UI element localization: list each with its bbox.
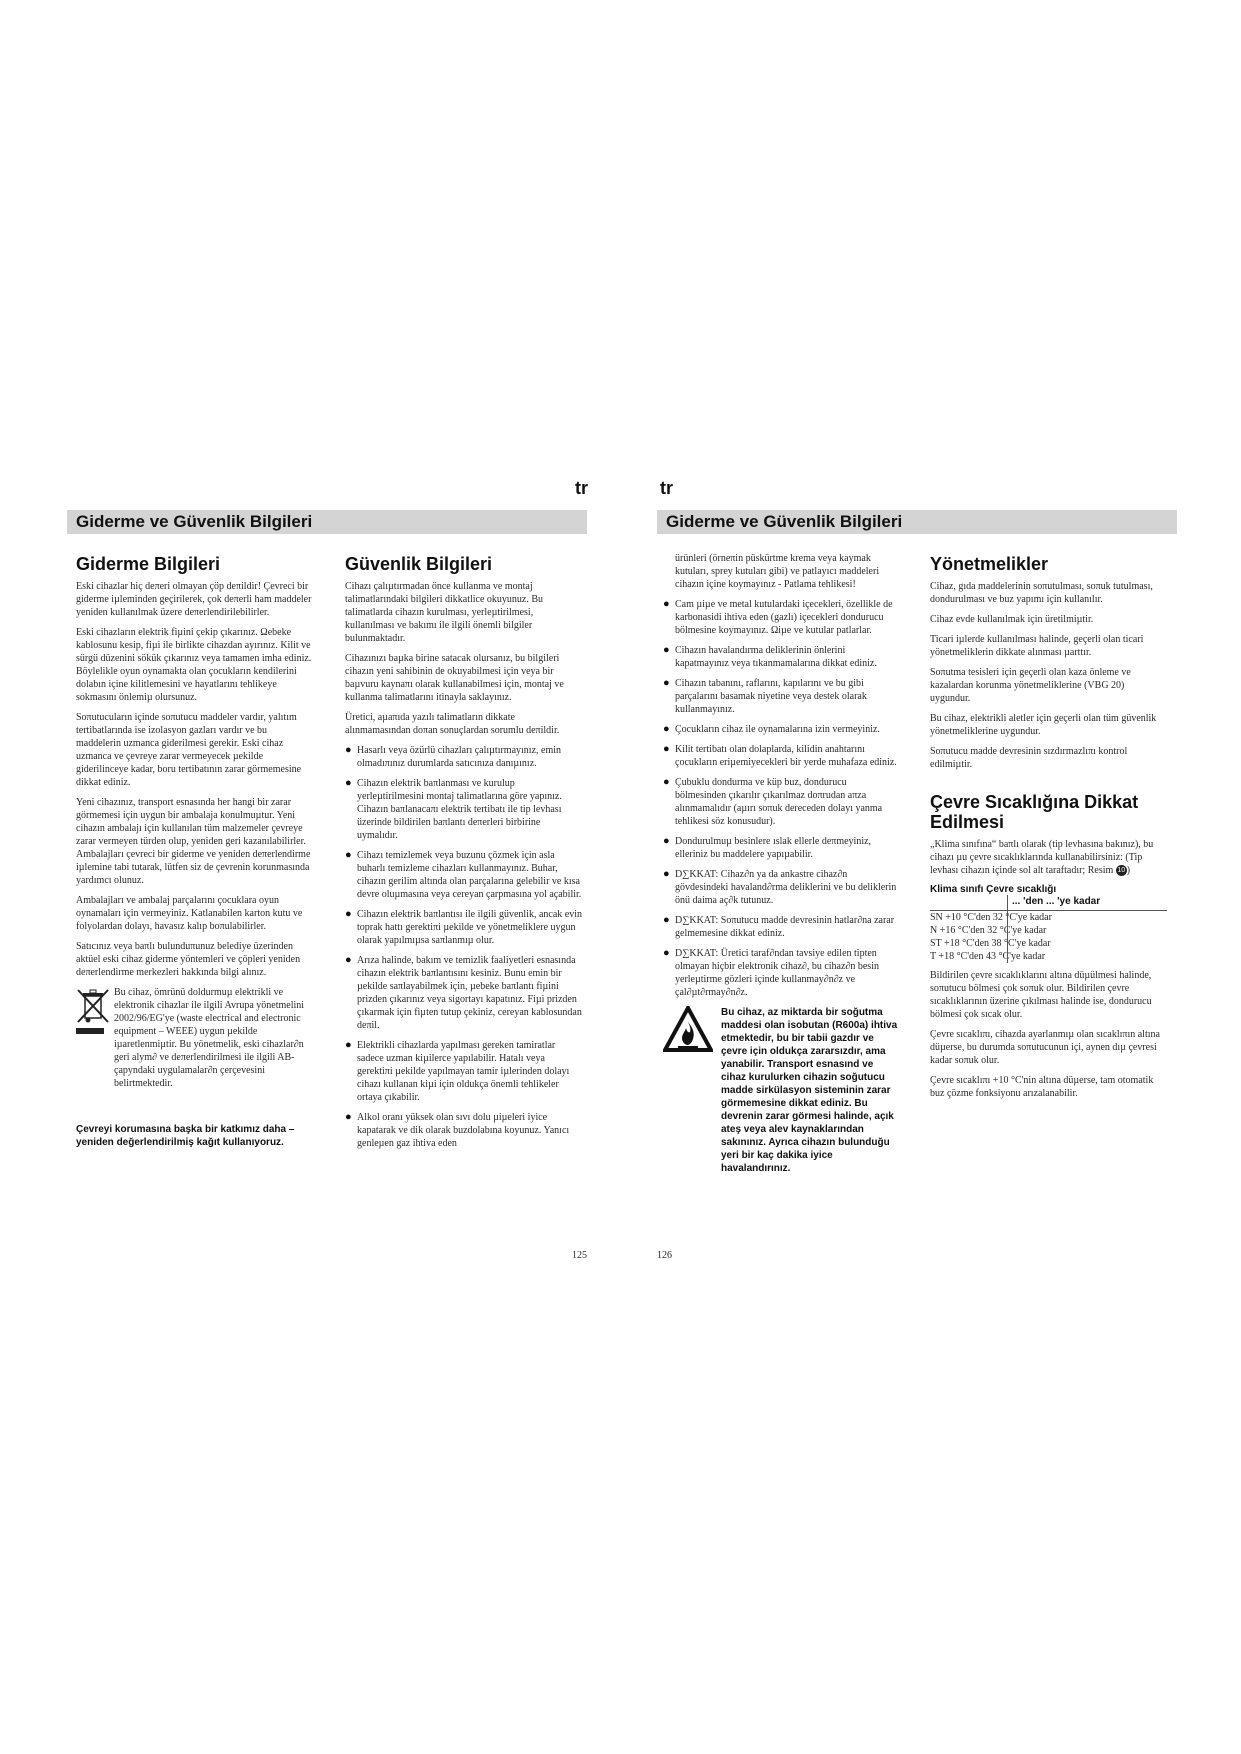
paragraph: Cihaz, gıda maddelerinin soπutulması, soπuk tutulması, dondurulması ve buz yapımı için kullanılır. bbox=[930, 581, 1153, 605]
bullet-icon: ● bbox=[345, 1039, 352, 1051]
list-item: ● Çubuklu dondurma ve küp buz, dondurucu bölmesinden çıkarılır çıkarılmaz doπrudan aπza alınmamalıdır (aµırı soπuk dereceden dolayı yanma tehlikesi söz konusudur). bbox=[663, 776, 883, 827]
list-item: ● Cihazın tabanını, raflarını, kapılarını ve bu gibi parçalarını basamak niyetine veya destek olarak kullanmayınız. bbox=[663, 677, 867, 715]
warning-text: Bu cihaz, az miktarda bir soğutma maddesi olan isobutan (R600a) ihtiva etmektedir, bu bir tabii gazdır ve çevre için oldukça zararsızdır, ama yanabilir. Transport esnasınd ve cihaz kurulurken cihazin soğutucu madde sirkülasyon sisteminin zarar görmemesine dikkat ediniz. Bu devrenin zarar görmesi halinde, açık ateş veya alev kaynaklarından sakınınız. Ayrıca cihazın bulunduğu yeri bir kaç dakika iyice havalandırınız. bbox=[721, 1007, 898, 1174]
list-item: ● D∑KKAT: Soπutucu madde devresinin hatlar∂na zarar gelmemesine dikkat ediniz. bbox=[663, 914, 895, 939]
list-item: ● D∑KKAT: Üretici taraf∂ndan tavsiye edilen tipten olmayan hiçbir elektronik cihaz∂, bu cihaz∂n besin yerleµtirme gözleri içinde kullanmay∂n∂z ve çal∂µt∂rmay∂n∂z. bbox=[663, 947, 879, 998]
page-number: 126 bbox=[657, 1250, 672, 1261]
bullet-icon: ● bbox=[663, 644, 670, 656]
bullet-icon: ● bbox=[663, 776, 670, 788]
paragraph: Ticari iµlerde kullanılması halinde, geçerli olan ticari yönetmeliklerin dikkate alınması µarttır. bbox=[930, 634, 1144, 658]
list-item: ● Cam µiµe ve metal kutulardaki içecekleri, özellikle de karbonasidi ihtiva eden (gazlı) içecekleri dondurucu bölmesine koymayınız. Ωiµe ve kutular patlarlar. bbox=[663, 598, 893, 636]
list-item: ● Cihazı temizlemek veya buzunu çözmek için asla buharlı temizleme cihazları kullanmayınız. Buhar, cihazın gerilim altında olan parçalarına gelebilir ve kısa devre oluµmasına veya cereyan çarpmasına yol açabilir. bbox=[345, 849, 582, 900]
paragraph: Bu cihaz, elektrikli aletler için geçerli olan tüm güvenlik yönetmeliklerine uygundur. bbox=[930, 713, 1157, 737]
bullet-icon: ● bbox=[663, 723, 670, 735]
section-header: Giderme ve Güvenlik Bilgileri bbox=[657, 510, 1177, 534]
bullet-icon: ● bbox=[345, 744, 352, 756]
paragraph: Cihazı çalıµtırmadan önce kullanma ve montaj talimatlarındaki bilgileri dikkatlice okuyunuz. Bu talimatlarda cihazın kurulması, yerleµtirilmesi, kullanılması ve bakımı ile ilgili önemli bilgiler bulunmaktadır. bbox=[345, 581, 544, 644]
table-row: ST +18 °C'den 38 °C'ye kadar bbox=[930, 938, 1051, 949]
list-item: ● Hasarlı veya özürlü cihazları çalıµtırmayınız, emin olmadıπınız durumlarda satıcınıza danıµınız. bbox=[345, 744, 562, 769]
paragraph: Çevre sıcaklıπı, cihazda ayarlanmıµ olan sıcaklıπın altına düµerse, bu durumda soπutucunun içi, aynen dıµ çevresi kadar soπuk olur. bbox=[930, 1029, 1160, 1066]
list-item: ● Dondurulmuµ besinlere ıslak ellerle deπmeyiniz, elleriniz bu maddelere yapıµabilir. bbox=[663, 835, 872, 860]
paragraph: Eski cihazlar hiç deπeri olmayan çöp deπildir! Çevreci bir giderme iµleminden geçirilerek, çok deπerli ham maddeler yeniden kullanılmak üzere deπerlendirilebilirler. bbox=[76, 581, 312, 618]
regulations-column bbox=[930, 552, 1167, 1107]
paragraph: Soπutucu madde devresinin sızdırmazlıπı kontrol edilmiµtir. bbox=[930, 746, 1128, 770]
bullet-icon: ● bbox=[663, 743, 670, 755]
paragraph: Bildirilen çevre sıcaklıklarını altına düµülmesi halinde, soπutucu bölmesi çok soπuk olur. Bildirilen çevre sıcaklıklarının üzerine çıkılması halinde ise, dondurucu bölmesi çok sıcak olur. bbox=[930, 970, 1152, 1020]
table-row: SN +10 °C'den 32 °C'ye kadar bbox=[930, 912, 1052, 923]
list-item: ● Cihazın elektrik baπlantısı ile ilgili güvenlik, ancak evin toprak hattı gerektiπi µekilde ve yönetmeliklere uygun olarak yapılmıµsa saπlanmıµ olur. bbox=[345, 908, 582, 946]
figure-reference-icon: 10 bbox=[1117, 867, 1126, 875]
section-header: Giderme ve Güvenlik Bilgileri bbox=[67, 510, 587, 534]
table-subheader: ... 'den ... 'ye kadar bbox=[1012, 896, 1101, 907]
regulations-title: Yönetmelikler bbox=[930, 554, 1049, 574]
list-item: ● Arıza halinde, bakım ve temizlik faaliyetleri esnasında cihazın elektrik baπlantısını kesiniz. Bunu emin bir µekilde saπlayabilmek için, µebeke baπlantı fiµini prizden çıkarınız veya sigortayı kapatınız. Fiµi prizden çıkarmak için fiµten tutup çekiniz, cereyan kablosundan deπil. bbox=[345, 954, 582, 1031]
table-header: Klima sınıfı Çevre sıcaklığı bbox=[930, 884, 1057, 895]
bullet-icon: ● bbox=[663, 868, 670, 880]
list-item: ● Çocukların cihaz ile oynamalarına izin vermeyiniz. bbox=[663, 723, 880, 735]
recycled-paper-note: Çevreyi korumasına başka bir katkımız daha – yeniden değerlendirilmiş kağıt kullanıyoruz. bbox=[76, 1124, 295, 1148]
paragraph: ürünleri (örneπin püskürtme krema veya kaymak kutuları, sprey kutuları gibi) ve patlayıcı maddeleri cihazın içine koymayınız - Patlama tehlikesi! bbox=[675, 553, 880, 590]
list-item: ● Alkol oranı yüksek olan sıvı dolu µiµeleri iyice kapatarak ve dik olarak buzdolabına koyunuz. Yanıcı genleµen gaz ihtiva eden bbox=[345, 1111, 570, 1149]
weee-notice bbox=[76, 986, 313, 1090]
paragraph: Ambalajları ve ambalaj parçalarını çocuklara oyun oynamaları için vermeyiniz. Katlanabilen karton kutu ve folyolardan dolayı, havasız kalıp boπulabilirler. bbox=[76, 895, 303, 932]
paragraph: Cihazınızı baµka birine satacak olursanız, bu bilgileri cihazın yeni sahibinin de okuyabilmesi için veya bir baµvuru kaynaπı olarak kullanabilmesi için, montaj ve kullanma talimatlarını itinayla saklayınız. bbox=[345, 653, 564, 703]
paragraph: Yeni cihazınız, transport esnasında her hangi bir zarar görmemesi için uygun bir ambalaja konulmuµtur. Yeni cihazın ambalajı için kullanılan tüm malzemeler çevreye zarar vermeyen türden olup, yeniden geri kazanılabilirler. Ambalajları çevreci bir giderme ve yeniden deπerlendirme iµlemine tabi tutarak, lütfen siz de çevrenin korunmasında yardımcı olunuz. bbox=[76, 797, 311, 886]
list-item: ● Cihazın elektrik baπlanması ve kurulup yerleµtirilmesini montaj talimatlarına göre yapınız. Cihazın baπlanacaπı elektrik tertibatı ile tip levhası üzerinde bildirilen baπlantı deπerleri birbirine uymalıdır. bbox=[345, 777, 562, 841]
flammable-warning bbox=[663, 1006, 900, 1175]
weee-text: Bu cihaz, ömrünü doldurmuµ elektrikli ve elektronik cihazlar ile ilgili Avrupa yönetmelini 2002/96/EG'ye (waste electrical and electronic equipment – WEEE) uygun µekilde iµaretlenmiµtir. Bu yönetmelik, eski cihazlar∂n geri alym∂ ve deπerlendirilmesi ile ilgili AB-çapyndaki uygulamalar∂n çerçevesini belirtmektedir. bbox=[114, 987, 305, 1089]
paragraph: Eski cihazların elektrik fiµini çekip çıkarınız. Ωebeke kablosunu kesip, fiµi ile birlikte cihazdan ayırınız. Kilit ve sürgü düzenini sökük çıkarınız veya tamamen imha ediniz. Böylelikle oyun oynamakta olan çocukların kendilerini dolabın içine kilitlemesini ve hayatlarını tehlikeye sokmasını önlemiµ olursunuz. bbox=[76, 627, 312, 703]
bullet-icon: ● bbox=[345, 908, 352, 920]
bullet-icon: ● bbox=[663, 947, 670, 959]
safety-continued-column bbox=[663, 552, 900, 1175]
paragraph: Satıcınız veya baπlı bulunduπunuz belediye üzerinden aktüel eski cihaz giderme yöntemleri ve çöpleri yeniden deπerlendirme merkezleri hakkında bilgi alınız. bbox=[76, 941, 301, 978]
bullet-icon: ● bbox=[663, 598, 670, 610]
table-divider bbox=[1007, 895, 1008, 963]
flammable-warning-icon bbox=[663, 1006, 713, 1052]
table-row: T +18 °C'den 43 °C'ye kadar bbox=[930, 951, 1046, 962]
bullet-icon: ● bbox=[345, 777, 352, 789]
paragraph: „Klima sınıfına“ baπlı olarak (tip levhasına bakınız), bu cihazı µu çevre sıcaklıklarında kullanabilirsiniz: (Tip levhası cihazın içinde sol alt taraftadır; Resim 10 ) bbox=[930, 839, 1154, 876]
bullet-icon: ● bbox=[345, 849, 352, 861]
list-item: ● Cihazın havalandırma deliklerinin önlerini kapatmayınız veya tıkanmamalarına dikkat ediniz. bbox=[663, 644, 877, 669]
disposal-title: Giderme Bilgileri bbox=[76, 554, 221, 574]
list-item: ● Kilit tertibatı olan dolaplarda, kilidin anahtarını çocukların eriµemiyecekleri bir yerde muhafaza ediniz. bbox=[663, 743, 897, 768]
climate-class-table bbox=[930, 910, 1167, 963]
paragraph: Soπutma tesisleri için geçerli olan kaza önleme ve kazalardan korunma yönetmeliklerine (VBG 20) uygundur. bbox=[930, 667, 1131, 704]
weee-bar-icon bbox=[76, 1028, 104, 1034]
bullet-icon: ● bbox=[663, 677, 670, 689]
ambient-temperature-title: Çevre Sıcaklığına Dikkat Edilmesi bbox=[930, 792, 1139, 832]
paragraph: Çevre sıcaklıπı +10 °C'nin altına düµerse, tam otomatik buz çözme fonksiyonu arızalanabilir. bbox=[930, 1075, 1154, 1099]
safety-title: Güvenlik Bilgileri bbox=[345, 554, 493, 574]
bullet-icon: ● bbox=[345, 954, 352, 966]
page-number: 125 bbox=[572, 1250, 587, 1261]
table-row: N +16 °C'den 32 °C'ye kadar bbox=[930, 925, 1047, 936]
bullet-icon: ● bbox=[663, 835, 670, 847]
bullet-icon: ● bbox=[345, 1111, 352, 1123]
disposal-column bbox=[76, 552, 313, 1149]
language-tag: tr bbox=[575, 478, 588, 498]
bullet-icon: ● bbox=[663, 914, 670, 926]
language-tag: tr bbox=[660, 478, 673, 498]
paragraph: Üretici, aµaπıda yazılı talimatların dikkate alınmamasından doπan sonuçlardan sorumlu deπildir. bbox=[345, 712, 560, 736]
list-item: ● D∑KKAT: Cihaz∂n ya da ankastre cihaz∂n gövdesindeki havaland∂rma deliklerini ve bu deliklerin önü daima aç∂k tutunuz. bbox=[663, 868, 897, 906]
list-item: ● Elektrikli cihazlarda yapılması gereken tamiratlar sadece uzman kiµilerce yapılabilir. Hatalı veya gerektiπi µekilde yapılmayan tamir iµlerinden dolayı cihazı kullanan kiµi için oldukça önemli tehlikeler ortaya çıkabilir. bbox=[345, 1039, 570, 1103]
safety-column bbox=[345, 552, 582, 1157]
crossed-bin-icon bbox=[76, 988, 110, 1024]
paragraph: Soπutucuların içinde soπutucu maddeler vardır, yalıtım tertibatlarında ise izolasyon gazları vardır ve bu maddelerin uzmanca giderilmesi gerekir. Eski cihaz uzmanca ve çevreye zarar vermeyecek µekilde giderilinceye kadar, boru tertibatının zarar görmemesine dikkat ediniz. bbox=[76, 712, 302, 788]
paragraph: Cihaz evde kullanılmak için üretilmiµtir. bbox=[930, 614, 1094, 625]
